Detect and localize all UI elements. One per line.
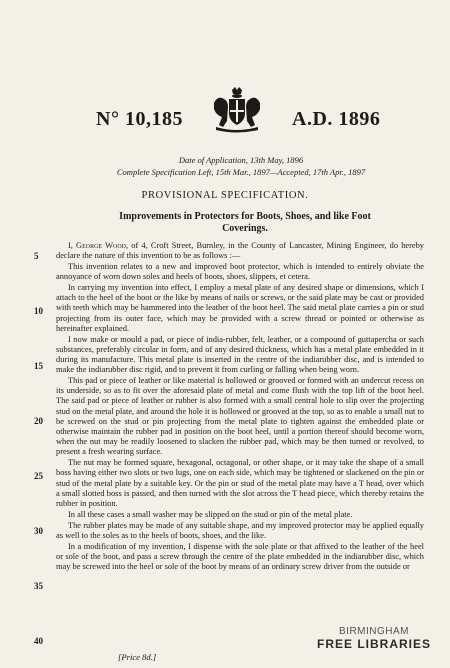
line-number-20: 20 — [34, 416, 43, 426]
library-stamp — [314, 626, 434, 651]
stamp-line-1: BIRMINGHAM — [339, 626, 409, 637]
paragraph-5: The nut may be formed square, hexagonal, octagonal, or other shape, or it may take the shape of a small boss having either two slots or two lugs, one on each side, which may be tightened or slackened on the pin or stud of the metal plate by a suitable key. Or the pin or stud of the metal plate may have a T head, over which a small slotted boss is passed, and then turned with the slot across the T head piece, which thereby retains the rubber in position. — [56, 458, 424, 509]
patent-number: N° 10,185 — [96, 108, 183, 130]
line-number-40: 40 — [34, 636, 43, 646]
paragraph-2: In carrying my invention into effect, I employ a metal plate of any desired shape or dimensions, which I attach to the heel of the boot or the like by means of nails or screws, or the said plate may be cast or provided with teeth which may be hammered into the leather of the boot heel. The said metal plate carries a pin or stud projecting from its outer face, which may be provided with a screw thread or pointed or otherwise as hereinafter explained. — [56, 283, 424, 333]
intro-rest: , of 4, Croft Street, Burnley, in the County of Lancaster, Mining Engineer, do hereby declare the nature of this invention to be as follows :— — [56, 241, 424, 261]
stamp-line-2: FREE LIBRARIES — [316, 637, 431, 651]
paragraph-4: This pad or piece of leather or like material is hollowed or grooved or formed with an undercut recess on its underside, so as to fit over the aforesaid plate of metal and come flush with the top lift of the boot heel. The said pad or piece of leather or rubber is also formed with a small central hole to slip over the projecting stud on the metal plate, and around the hole it is hollowed or grooved at the top, so as to enable a small nut to be screwed on the stud or pin projecting from the metal plate to tighten against the embedded plate or otherwise maintain the rubber pad in position on the boot heel, until a portion thereof should become worn, when the nut may be readily loosened to slacken the rubber pad, which may be then turned or revolved, to present a fresh wearing surface. — [56, 376, 424, 457]
specification-body — [56, 241, 424, 573]
line-number-30: 30 — [34, 526, 43, 536]
paragraph-7: The rubber plates may be made of any suitable shape, and my improved protector may be applied equally as well to the soles as to the heels of boots, shoes, and the like. — [56, 520, 424, 540]
inventor-name: George Wood — [76, 241, 127, 250]
application-date: Date of Application, 13th May, 1896 — [178, 155, 304, 165]
line-number-25: 25 — [34, 471, 43, 481]
paragraph-1: This invention relates to a new and improved boot protector, which is intended to entirely obviate the annoyance of worn down soles and heels of boots, shoes, slippers, et cetera. — [56, 262, 424, 282]
patent-header — [0, 84, 450, 130]
paragraph-6: In all these cases a small washer may be slipped on the stud or pin of the metal plate. — [68, 509, 353, 519]
provisional-specification-heading: PROVISIONAL SPECIFICATION. — [141, 190, 309, 201]
patent-title: Improvements in Protectors for Boots, Shoes, and like Foot Coverings. — [119, 211, 371, 234]
royal-coat-of-arms-icon — [206, 87, 268, 133]
intro-paragraph — [56, 241, 424, 261]
line-number-15: 15 — [34, 361, 43, 371]
line-number-35: 35 — [34, 581, 43, 591]
intro-lead: I, — [68, 241, 77, 250]
complete-specification-date: Complete Specification Left, 15th Mar., 1897—Accepted, 17th Apr., 1897 — [116, 167, 366, 177]
line-number-5: 5 — [34, 251, 39, 261]
patent-year: A.D. 1896 — [292, 108, 381, 130]
line-number-10: 10 — [34, 306, 43, 316]
paragraph-8: In a modification of my invention, I dispense with the sole plate or that affixed to the leather of the heel or sole of the boot, and pass a screw through the centre of the plate embedded in the indiarubber disc, which may be screwed into the heel or sole of the boot by means of an ordinary screw driver from the outside or — [56, 541, 424, 572]
paragraph-3: I now make or mould a pad, or piece of india-rubber, felt, leather, or a compound of guttapercha or such substances, preferably circular in form, and of any desired thickness, which has a metal plate embedded in it during its manufacture. This metal plate is inserted in the centre of the indiarubber disc, and is intended to make the indiarubber disc rigid, and to prevent it from curling or falling when being worn. — [56, 334, 424, 375]
price-label: [Price 8d.] — [118, 652, 157, 662]
